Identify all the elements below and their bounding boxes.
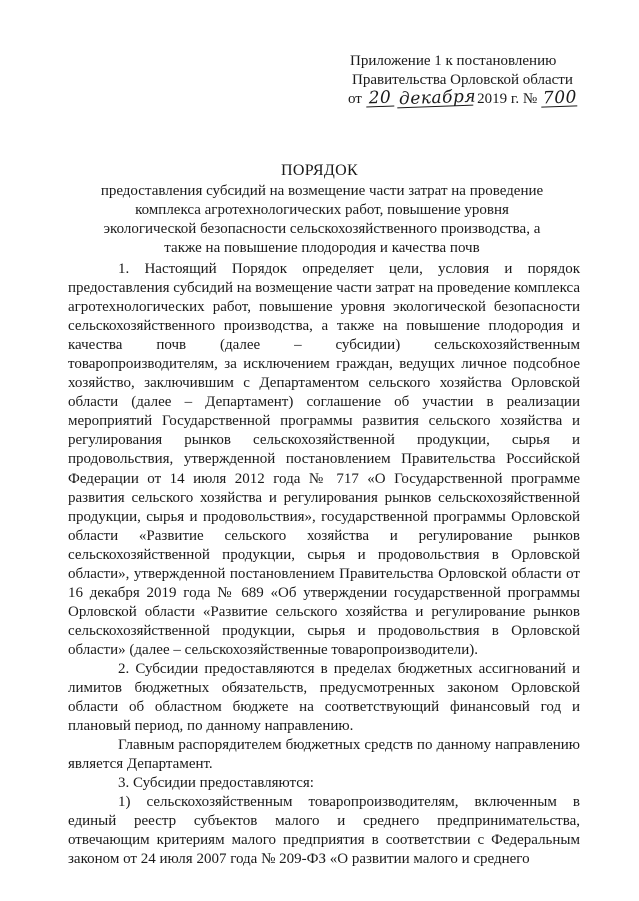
appendix-line-2: Правительства Орловской области <box>352 72 573 88</box>
handwritten-number: 700 <box>542 87 578 109</box>
appendix-header <box>348 52 608 109</box>
paragraph: 1. Настоящий Порядок определяет цели, условия и порядок предоставления субсидий на возмещение части затрат на проведение комплекса агротехнологических работ, повышение уровня экологической безопасности сельскохозяйственного производства, а также на повышение плодородия и качества почв (далее – субсидии) сельскохозяйственным товаропроизводителям, за исключением граждан, ведущих личное подсобное хозяйство, заключившим с Департаментом сельского хозяйства Орловской области (далее – Департамент) соглашение об участии в реализации мероприятий Государственной программы развития сельского хозяйства и регулирования рынков сельскохозяйственной продукции, сырья и продовольствия, утвержденной постановлением Правительства Российской Федерации от 14 июля 2012 года № 717 «О Государственной программе развития сельского хозяйства и регулирования рынков сельскохозяйственной продукции, сырья и продовольствия», государственной программы Орловской области «Развитие сельского хозяйства и регулирование рынков сельскохозяйственной продукции, сырья и продовольствия в Орловской области», утвержденной постановлением Правительства Орловской области от 16 декабря 2019 года № 689 «Об утверждении государственной программы Орловской области «Развитие сельского хозяйства и регулирование рынков сельскохозяйственной продукции, сырья и продовольствия в Орловской области» (далее – сельскохозяйственные товаропроизводители). <box>68 261 580 658</box>
document-title: ПОРЯДОК <box>281 162 358 179</box>
paragraph: 1) сельскохозяйственным товаропроизводителям, включенным в единый реестр субъектов малого и среднего предпринимательства, отвечающим критериям малого предприятия в соответствии с Федеральным законом от 24 июля 2007 года № 209-ФЗ «О развитии малого и среднего <box>68 794 580 868</box>
handwritten-day: 20 <box>365 90 394 108</box>
paragraph: Главным распорядителем бюджетных средств по данному направлению является Департамент. <box>68 737 580 773</box>
handwritten-month: декабря <box>399 86 477 110</box>
document-body <box>68 260 580 870</box>
appendix-line-1: Приложение 1 к постановлению <box>350 53 557 69</box>
paragraph: 3. Субсидии предоставляются: <box>118 775 314 792</box>
appendix-prefix: от <box>348 91 362 107</box>
document-subtitle: предоставления субсидий на возмещение части затрат на проведение комплекса агротехнологических работ, повышение уровня экологической безопасности сельскохозяйственного производства, а также на повышение плодородия и качества почв <box>100 183 544 256</box>
paragraph: 2. Субсидии предоставляются в пределах бюджетных ассигнований и лимитов бюджетных обязательств, предусмотренных законом Орловской области об областном бюджете на соответствующий финансовый год и плановый период, по данному направлению. <box>68 660 580 735</box>
appendix-date-line <box>348 86 608 110</box>
appendix-year: 2019 г. № <box>477 91 538 107</box>
